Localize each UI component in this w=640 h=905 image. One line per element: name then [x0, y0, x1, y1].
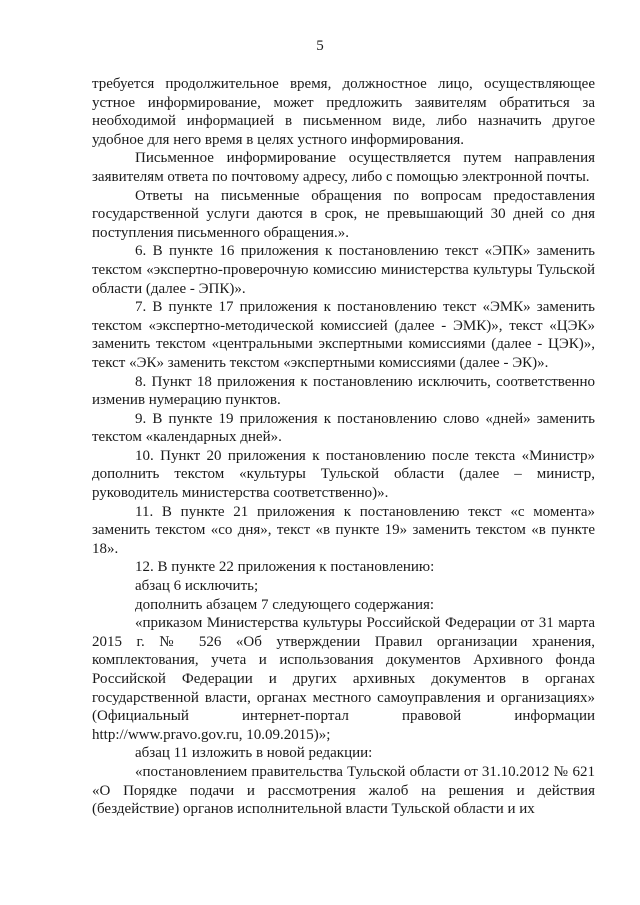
- page-number: 5: [316, 38, 324, 54]
- paragraph: 6. В пункте 16 приложения к постановлению текст «ЭПК» заменить текстом «экспертно-проверочную комиссию министерства культуры Тульской области (далее - ЭПК)».: [92, 243, 595, 297]
- document-body: [92, 75, 595, 819]
- paragraph: 7. В пункте 17 приложения к постановлению текст «ЭМК» заменить текстом «экспертно-методической комиссией (далее - ЭМК)», текст «ЦЭК» заменить текстом «центральными экспертными комиссиями (далее - ЦЭК)», текст «ЭК» заменить текстом «экспертными комиссиями (далее - ЭК)».: [92, 299, 595, 371]
- paragraph: абзац 11 изложить в новой редакции:: [135, 745, 373, 762]
- paragraph: 9. В пункте 19 приложения к постановлению слово «дней» заменить текстом «календарных дней».: [92, 410, 595, 446]
- paragraph: Письменное информирование осуществляется путем направления заявителям ответа по почтовому адресу, либо с помощью электронной почты.: [92, 150, 595, 185]
- paragraph: Ответы на письменные обращения по вопросам предоставления государственной услуги даются в срок, не превышающий 30 дней со дня поступления письменного обращения.».: [92, 187, 595, 241]
- paragraph: 12. В пункте 22 приложения к постановлению:: [135, 559, 435, 576]
- paragraph: 10. Пункт 20 приложения к постановлению после текста «Министр» дополнить текстом «культуры Тульской области (далее – министр, руководитель министерства соответственно)».: [92, 447, 595, 502]
- paragraph: 8. Пункт 18 приложения к постановлению исключить, соответственно изменив нумерацию пунктов.: [92, 373, 595, 409]
- paragraph: дополнить абзацем 7 следующего содержания:: [135, 596, 435, 613]
- paragraph: «приказом Министерства культуры Российской Федерации от 31 марта 2015 г. № 526 «Об утверждении Правил организации хранения, комплектования, учета и использования документов Архивного фонда Российской Федерации и других архивных документов в органах государственной власти, органах местного самоуправления и организациях» (Официальный интернет-портал правовой информации http://www.pravo.gov.ru, 10.09.2015)»;: [92, 615, 595, 743]
- paragraph: требуется продолжительное время, должностное лицо, осуществляющее устное информирование, может предложить заявителям обратиться за необходимой информацией в письменном виде, либо назначить другое удобное для него время в целях устного информирования.: [92, 76, 595, 148]
- paragraph: «постановлением правительства Тульской области от 31.10.2012 № 621 «О Порядке подачи и рассмотрения жалоб на решения и действия (бездействие) органов исполнительной власти Тульской области и их: [92, 763, 595, 818]
- paragraph: 11. В пункте 21 приложения к постановлению текст «с момента» заменить текстом «со дня», текст «в пункте 19» заменить текстом «в пункте 18».: [92, 503, 595, 557]
- paragraph: абзац 6 исключить;: [135, 578, 259, 595]
